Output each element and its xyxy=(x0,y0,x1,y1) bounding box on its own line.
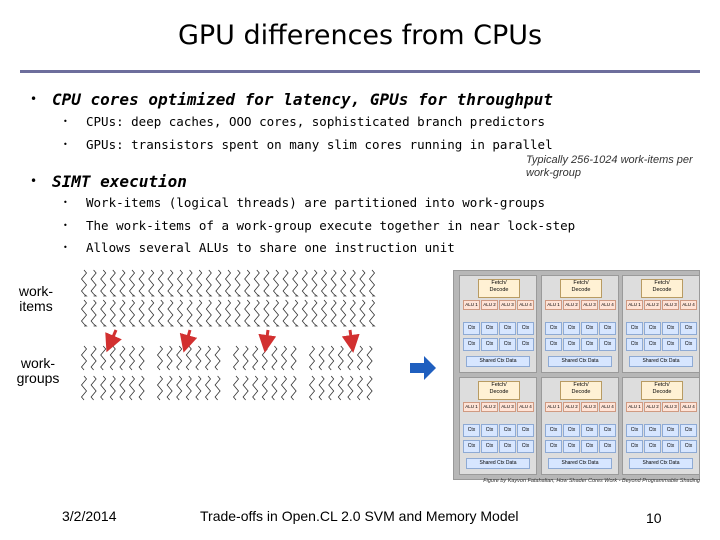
work-item-squiggle xyxy=(319,376,324,400)
work-item-squiggle xyxy=(234,346,239,370)
alu-unit: ALU 4 xyxy=(680,402,697,412)
work-item-squiggle xyxy=(206,270,211,296)
context-block: Ctx xyxy=(680,338,697,351)
work-item-squiggle xyxy=(331,300,336,326)
work-item-squiggle xyxy=(226,300,231,326)
work-item-squiggle xyxy=(235,270,240,296)
alu-unit: ALU 1 xyxy=(626,402,643,412)
alu-unit: ALU 3 xyxy=(581,402,598,412)
work-item-squiggle xyxy=(331,270,336,296)
work-item-squiggle xyxy=(197,300,202,326)
fetch-decode-unit: Fetch/ Decode xyxy=(478,279,520,298)
context-block: Ctx xyxy=(563,424,580,437)
shared-context-data: Shared Ctx Data xyxy=(466,356,530,367)
context-block: Ctx xyxy=(563,338,580,351)
bullet-marker: • xyxy=(30,174,38,188)
context-block: Ctx xyxy=(481,322,498,335)
work-items-label: work- items xyxy=(18,283,54,314)
work-item-squiggle xyxy=(158,270,163,296)
context-block: Ctx xyxy=(626,322,643,335)
context-block: Ctx xyxy=(626,338,643,351)
work-item-squiggle xyxy=(348,376,353,400)
partition-arrow-icon xyxy=(186,330,190,344)
alu-unit: ALU 4 xyxy=(599,300,616,310)
work-item-squiggle xyxy=(82,270,87,296)
work-item-squiggle xyxy=(245,300,250,326)
context-block: Ctx xyxy=(662,322,679,335)
work-item-squiggle xyxy=(120,270,125,296)
compute-unit xyxy=(622,377,700,475)
compute-unit xyxy=(541,377,619,475)
work-item-squiggle xyxy=(130,270,135,296)
sub-bullet-marker: • xyxy=(63,198,68,207)
work-item-squiggle xyxy=(262,376,267,400)
bullet-1-text: CPU cores optimized for latency, GPUs for throughput xyxy=(52,90,553,109)
work-item-squiggle xyxy=(245,270,250,296)
bullet-1-sub-2: GPUs: transistors spent on many slim cores running in parallel xyxy=(86,137,553,152)
alu-unit: ALU 2 xyxy=(644,300,661,310)
context-block: Ctx xyxy=(662,440,679,453)
work-item-squiggle xyxy=(101,270,106,296)
shared-context-data: Shared Ctx Data xyxy=(629,458,693,469)
context-block: Ctx xyxy=(545,322,562,335)
compute-unit xyxy=(459,377,537,475)
work-item-squiggle xyxy=(186,376,191,400)
work-item-squiggle xyxy=(253,346,258,370)
alu-unit: ALU 4 xyxy=(599,402,616,412)
shared-context-data: Shared Ctx Data xyxy=(629,356,693,367)
work-item-squiggle xyxy=(264,270,269,296)
alu-unit: ALU 3 xyxy=(662,300,679,310)
bullet-2-sub-2: The work-items of a work-group execute together in near lock-step xyxy=(86,218,576,233)
context-block: Ctx xyxy=(481,424,498,437)
work-item-squiggle xyxy=(120,300,125,326)
slide-title: GPU differences from CPUs xyxy=(177,20,543,51)
footer-title: Trade-offs in Open.CL 2.0 SVM and Memory Model xyxy=(200,508,519,524)
work-item-squiggle xyxy=(254,270,259,296)
context-block: Ctx xyxy=(644,322,661,335)
alu-unit: ALU 3 xyxy=(499,402,516,412)
context-block: Ctx xyxy=(545,440,562,453)
context-block: Ctx xyxy=(599,322,616,335)
context-block: Ctx xyxy=(599,440,616,453)
context-block: Ctx xyxy=(644,424,661,437)
context-block: Ctx xyxy=(662,424,679,437)
alu-unit: ALU 4 xyxy=(517,402,534,412)
work-item-squiggle xyxy=(196,376,201,400)
work-item-squiggle xyxy=(158,300,163,326)
work-item-squiggle xyxy=(82,346,87,370)
bullet-1-sub-1: CPUs: deep caches, OOO cores, sophisticated branch predictors xyxy=(86,114,546,129)
work-item-squiggle xyxy=(178,300,183,326)
alu-unit: ALU 1 xyxy=(626,300,643,310)
compute-unit xyxy=(622,275,700,373)
arrow-to-gpu-icon xyxy=(410,356,436,380)
work-item-squiggle xyxy=(91,376,96,400)
context-block: Ctx xyxy=(581,424,598,437)
work-item-squiggle xyxy=(293,300,298,326)
work-item-squiggle xyxy=(167,376,172,400)
work-item-squiggle xyxy=(283,300,288,326)
bullet-2-text: SIMT execution xyxy=(52,172,187,191)
context-block: Ctx xyxy=(563,322,580,335)
work-item-squiggle xyxy=(350,300,355,326)
work-item-squiggle xyxy=(293,270,298,296)
context-block: Ctx xyxy=(517,424,534,437)
work-item-squiggle xyxy=(338,376,343,400)
context-block: Ctx xyxy=(517,322,534,335)
context-block: Ctx xyxy=(499,338,516,351)
sub-bullet-marker: • xyxy=(63,243,68,252)
bullet-2-sub-3: Allows several ALUs to share one instruction unit xyxy=(86,240,455,255)
partition-arrow-icon xyxy=(350,330,352,344)
work-item-squiggle xyxy=(168,300,173,326)
work-item-squiggle xyxy=(139,300,144,326)
work-item-squiggle xyxy=(264,300,269,326)
bullet-2-sub-1: Work-items (logical threads) are partitioned into work-groups xyxy=(86,195,546,210)
work-item-squiggle xyxy=(338,346,343,370)
context-block: Ctx xyxy=(499,424,516,437)
fetch-decode-unit: Fetch/ Decode xyxy=(560,381,602,400)
alu-unit: ALU 2 xyxy=(563,300,580,310)
work-item-squiggle xyxy=(91,300,96,326)
work-item-squiggle xyxy=(206,376,211,400)
alu-unit: ALU 2 xyxy=(481,402,498,412)
alu-unit: ALU 3 xyxy=(581,300,598,310)
context-block: Ctx xyxy=(463,440,480,453)
alu-unit: ALU 2 xyxy=(563,402,580,412)
work-item-squiggle xyxy=(310,376,315,400)
work-item-squiggle xyxy=(120,346,125,370)
work-item-squiggle xyxy=(322,270,327,296)
work-item-squiggle xyxy=(196,346,201,370)
work-item-squiggle xyxy=(283,270,288,296)
context-block: Ctx xyxy=(481,338,498,351)
slide-number: 10 xyxy=(646,510,662,526)
work-item-squiggle xyxy=(367,376,372,400)
context-block: Ctx xyxy=(517,440,534,453)
work-item-squiggle xyxy=(243,376,248,400)
work-item-squiggle xyxy=(274,270,279,296)
fetch-decode-unit: Fetch/ Decode xyxy=(560,279,602,298)
context-block: Ctx xyxy=(626,424,643,437)
context-block: Ctx xyxy=(463,424,480,437)
alu-unit: ALU 1 xyxy=(545,300,562,310)
work-item-squiggle xyxy=(282,376,287,400)
work-item-squiggle xyxy=(91,346,96,370)
alu-unit: ALU 2 xyxy=(644,402,661,412)
bullet-marker: • xyxy=(30,92,38,106)
work-item-squiggle xyxy=(110,300,115,326)
work-item-squiggle xyxy=(82,300,87,326)
work-item-squiggle xyxy=(120,376,125,400)
work-item-squiggle xyxy=(110,270,115,296)
work-item-squiggle xyxy=(158,376,163,400)
work-item-squiggle xyxy=(110,346,115,370)
work-item-squiggle xyxy=(178,270,183,296)
work-item-squiggle xyxy=(350,270,355,296)
context-block: Ctx xyxy=(644,440,661,453)
work-item-squiggle xyxy=(186,346,191,370)
shared-context-data: Shared Ctx Data xyxy=(548,458,612,469)
alu-unit: ALU 2 xyxy=(481,300,498,310)
partition-arrow-icon xyxy=(110,330,116,344)
work-item-squiggle xyxy=(149,300,154,326)
work-item-squiggle xyxy=(215,376,220,400)
work-item-squiggle xyxy=(139,376,144,400)
work-item-squiggle xyxy=(358,346,363,370)
workgroup-size-note: Typically 256-1024 work-items per work-group xyxy=(526,154,693,179)
work-item-squiggle xyxy=(101,300,106,326)
context-block: Ctx xyxy=(463,322,480,335)
figure-caption: Figure by Kayvon Fatahalian, How Shader Cores Work - Beyond Programmable Shading xyxy=(483,478,700,484)
context-block: Ctx xyxy=(662,338,679,351)
alu-unit: ALU 4 xyxy=(680,300,697,310)
work-item-squiggle xyxy=(282,346,287,370)
work-item-squiggle xyxy=(215,346,220,370)
work-item-squiggle xyxy=(234,376,239,400)
work-item-squiggle xyxy=(139,270,144,296)
context-block: Ctx xyxy=(563,440,580,453)
work-item-squiggle xyxy=(101,346,106,370)
work-item-squiggle xyxy=(367,346,372,370)
work-item-squiggle xyxy=(262,346,267,370)
work-item-squiggle xyxy=(187,270,192,296)
context-block: Ctx xyxy=(680,440,697,453)
work-item-squiggle xyxy=(274,300,279,326)
work-item-squiggle xyxy=(319,346,324,370)
work-item-squiggle xyxy=(341,270,346,296)
work-item-squiggle xyxy=(177,346,182,370)
work-item-squiggle xyxy=(168,270,173,296)
work-item-squiggle xyxy=(216,270,221,296)
work-item-squiggle xyxy=(216,300,221,326)
work-item-squiggle xyxy=(370,270,375,296)
fetch-decode-unit: Fetch/ Decode xyxy=(641,381,683,400)
work-item-squiggle xyxy=(302,300,307,326)
sub-bullet-marker: • xyxy=(63,140,68,149)
work-item-squiggle xyxy=(110,376,115,400)
context-block: Ctx xyxy=(581,440,598,453)
work-item-squiggle xyxy=(358,376,363,400)
context-block: Ctx xyxy=(481,440,498,453)
context-block: Ctx xyxy=(545,424,562,437)
context-block: Ctx xyxy=(517,338,534,351)
partition-arrow-icon xyxy=(266,330,268,344)
work-item-squiggle xyxy=(312,300,317,326)
context-block: Ctx xyxy=(680,322,697,335)
fetch-decode-unit: Fetch/ Decode xyxy=(478,381,520,400)
context-block: Ctx xyxy=(680,424,697,437)
work-item-squiggle xyxy=(243,346,248,370)
context-block: Ctx xyxy=(499,322,516,335)
sub-bullet-marker: • xyxy=(63,117,68,126)
work-item-squiggle xyxy=(91,270,96,296)
context-block: Ctx xyxy=(626,440,643,453)
context-block: Ctx xyxy=(599,424,616,437)
context-block: Ctx xyxy=(581,338,598,351)
work-item-squiggle xyxy=(348,346,353,370)
work-item-squiggle xyxy=(158,346,163,370)
work-item-squiggle xyxy=(272,376,277,400)
work-item-squiggle xyxy=(130,300,135,326)
work-item-squiggle xyxy=(253,376,258,400)
context-block: Ctx xyxy=(463,338,480,351)
work-item-squiggle xyxy=(341,300,346,326)
alu-unit: ALU 1 xyxy=(545,402,562,412)
work-item-squiggle xyxy=(329,346,334,370)
context-block: Ctx xyxy=(499,440,516,453)
context-block: Ctx xyxy=(599,338,616,351)
work-item-squiggle xyxy=(235,300,240,326)
compute-unit xyxy=(541,275,619,373)
work-item-squiggle xyxy=(302,270,307,296)
work-item-squiggle xyxy=(82,376,87,400)
work-item-squiggle xyxy=(206,346,211,370)
work-item-squiggle xyxy=(272,346,277,370)
footer-date: 3/2/2014 xyxy=(62,508,117,524)
work-item-squiggle xyxy=(312,270,317,296)
alu-unit: ALU 1 xyxy=(463,402,480,412)
work-item-squiggle xyxy=(187,300,192,326)
shared-context-data: Shared Ctx Data xyxy=(466,458,530,469)
work-item-squiggle xyxy=(197,270,202,296)
work-item-squiggle xyxy=(167,346,172,370)
work-item-squiggle xyxy=(177,376,182,400)
work-item-squiggle xyxy=(291,346,296,370)
compute-unit xyxy=(459,275,537,373)
alu-unit: ALU 4 xyxy=(517,300,534,310)
work-item-squiggle xyxy=(149,270,154,296)
work-item-squiggle xyxy=(370,300,375,326)
context-block: Ctx xyxy=(581,322,598,335)
work-item-squiggle xyxy=(329,376,334,400)
work-item-squiggle xyxy=(139,346,144,370)
work-item-squiggle xyxy=(130,346,135,370)
fetch-decode-unit: Fetch/ Decode xyxy=(641,279,683,298)
work-item-squiggle xyxy=(291,376,296,400)
work-item-squiggle xyxy=(226,270,231,296)
work-item-squiggle xyxy=(310,346,315,370)
shared-context-data: Shared Ctx Data xyxy=(548,356,612,367)
work-item-squiggle xyxy=(254,300,259,326)
work-item-squiggle xyxy=(130,376,135,400)
work-groups-label: work- groups xyxy=(16,355,60,386)
sub-bullet-marker: • xyxy=(63,221,68,230)
gpu-compute-units-figure xyxy=(453,270,700,480)
work-item-squiggle xyxy=(206,300,211,326)
alu-unit: ALU 3 xyxy=(662,402,679,412)
alu-unit: ALU 1 xyxy=(463,300,480,310)
alu-unit: ALU 3 xyxy=(499,300,516,310)
context-block: Ctx xyxy=(545,338,562,351)
work-item-squiggle xyxy=(101,376,106,400)
work-item-squiggle xyxy=(322,300,327,326)
work-item-squiggle xyxy=(360,270,365,296)
work-item-squiggle xyxy=(360,300,365,326)
context-block: Ctx xyxy=(644,338,661,351)
